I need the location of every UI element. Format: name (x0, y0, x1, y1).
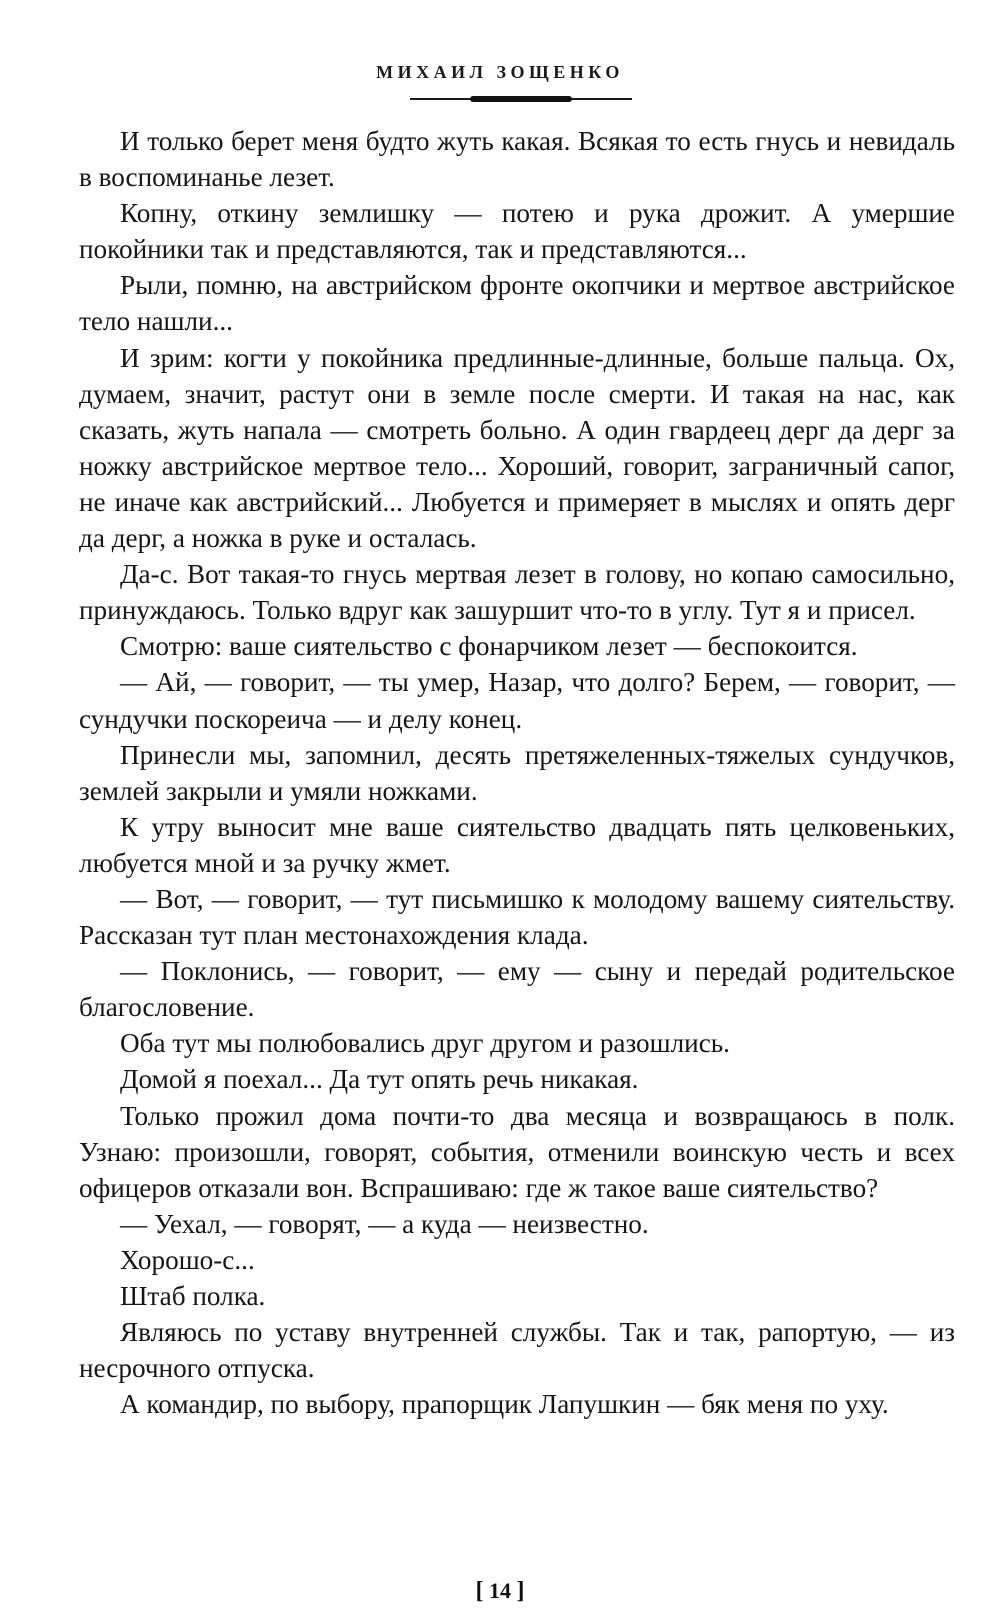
body-text (79, 123, 955, 1422)
paragraph: Рыли, помню, на австрийском фронте окопчики и мертвое австрийское тело нашли... (79, 270, 955, 337)
paragraph: — Уехал, — говорят, — а куда — неизвестно. (120, 1208, 649, 1239)
paragraph: Штаб полка. (120, 1281, 266, 1311)
page-number-value: 14 (489, 1578, 511, 1603)
paragraph: Только прожил дома почти-то два месяца и возвращаюсь в полк. Узнаю: произошли, говорят, события, отменили воинскую честь и всех офицеров отказали вон. Вспрашиваю: где ж такое ваше сиятельство? (79, 1100, 955, 1203)
paragraph: И зрим: когти у покойника предлинные-длинные, больше пальца. Ох, думаем, значит, растут они в земле после смерти. И такая на нас, как сказать, жуть напала — смотреть больно. А один гвардеец дерг да дерг за ножку австрийское мертвое тело... Хороший, говорит, заграничный сапог, не иначе как австрийский... Любуется и примеряет в мыслях и опять дерг да дерг, а ножка в руке и осталась. (79, 342, 955, 554)
page-number-bracket-open: [ (475, 1578, 484, 1604)
paragraph: К утру выносит мне ваше сиятельство двадцать пять целковеньких, любуется мной и за ручку жмет. (79, 811, 955, 878)
paragraph: — Вот, — говорит, — тут письмишко к молодому вашему сиятельству. Рассказан тут план местонахождения клада. (79, 883, 955, 951)
paragraph: И только берет меня будто жуть какая. Всякая то есть гнусь и невидаль в воспоминанье лезет. (79, 126, 955, 193)
page-number (0, 1578, 1000, 1605)
paragraph: Смотрю: ваше сиятельство с фонарчиком лезет — беспокоится. (120, 631, 858, 662)
header-rule-ornament (470, 96, 572, 102)
paragraph: — Ай, — говорит, — ты умер, Назар, что долго? Берем, — говорит, — сундучки поскореича — и делу конец. (79, 667, 955, 734)
paragraph: А командир, по выбору, прапорщик Лапушкин — бяк меня по уху. (120, 1389, 889, 1420)
paragraph: Оба тут мы полюбовались друг другом и разошлись. (120, 1028, 730, 1059)
running-head-author: МИХАИЛ ЗОЩЕНКО (376, 62, 624, 82)
page-number-bracket-close: ] (516, 1578, 525, 1604)
paragraph: Да-с. Вот такая-то гнусь мертвая лезет в голову, но копаю самосильно, принуждаюсь. Только вдруг как зашуршит что-то в углу. Тут я и присел. (79, 559, 955, 626)
paragraph: Копну, откину землишку — потею и рука дрожит. А умершие покойники так и представляются, так и представляются... (79, 198, 955, 265)
paragraph: Являюсь по уставу внутренней службы. Так и так, рапортую, — из несрочного отпуска. (79, 1317, 955, 1384)
paragraph: Хорошо-с... (120, 1244, 255, 1275)
paragraph: Принесли мы, запомнил, десять претяжеленных-тяжелых сундучков, землей закрыли и умяли ножками. (79, 739, 955, 806)
paragraph: — Поклонись, — говорит, — ему — сыну и передай родительское благословение. (79, 956, 955, 1023)
paragraph: Домой я поехал... Да тут опять речь никакая. (120, 1064, 639, 1095)
